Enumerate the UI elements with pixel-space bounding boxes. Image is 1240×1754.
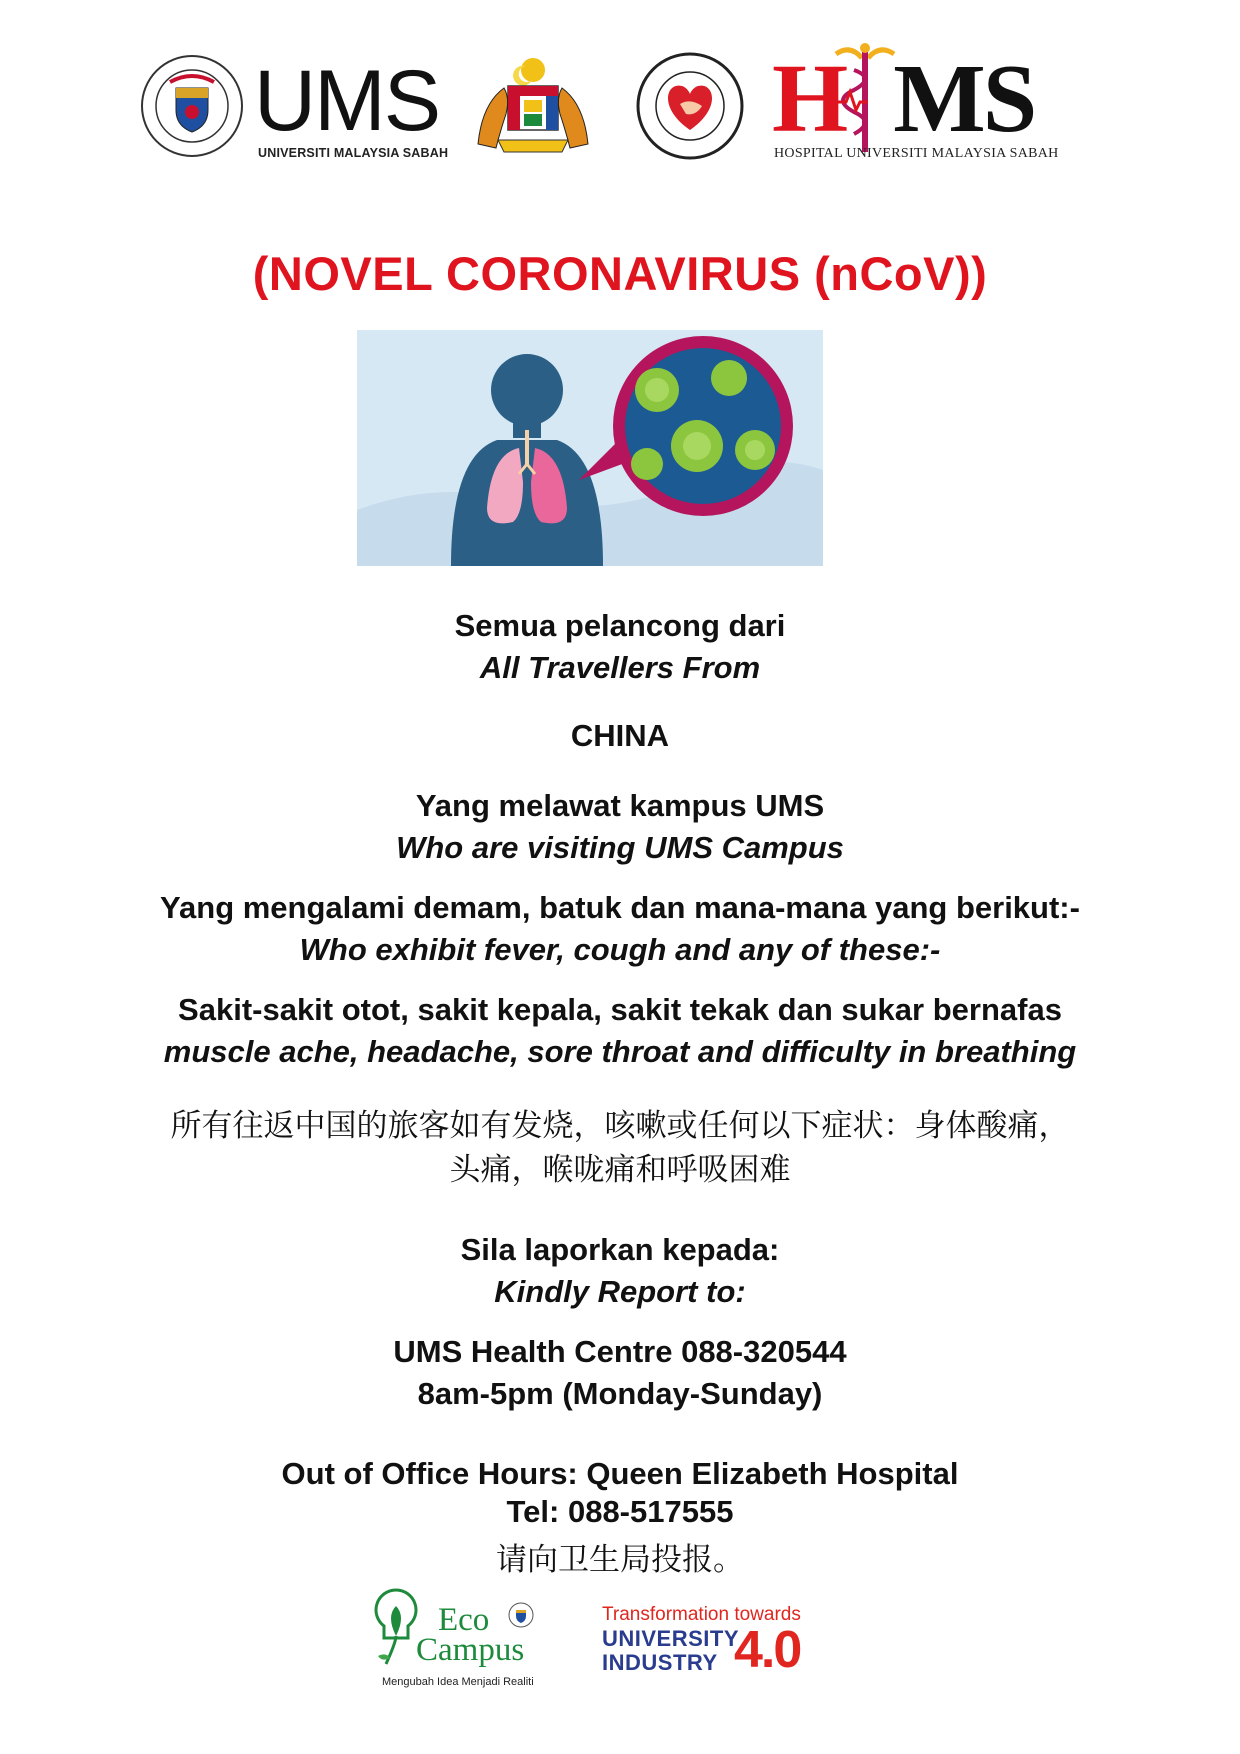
hums-subtitle: HOSPITAL UNIVERSITI MALAYSIA SABAH	[774, 146, 1059, 161]
malaysia-coat-of-arms-icon	[468, 54, 598, 164]
ums-seal-icon	[140, 54, 244, 158]
header-logos	[0, 40, 1240, 170]
visiting-ms: Yang melawat kampus UMS	[415, 788, 825, 823]
kkm-heart-badge-icon	[636, 52, 744, 160]
eco-campus-logo	[372, 1584, 572, 1694]
chinese-report: 请向卫生局投报。	[496, 1542, 744, 1578]
chinese-line-2: 头痛，喉咙痛和呼吸困难	[449, 1152, 791, 1188]
eco-tagline: Mengubah Idea Menjadi Realiti	[382, 1676, 534, 1688]
coronavirus-lungs-illustration	[357, 330, 823, 566]
transformation-industry: INDUSTRY	[602, 1650, 718, 1675]
travellers-en: All Travellers From	[479, 650, 761, 685]
transformation-top: Transformation towards	[602, 1604, 801, 1625]
symptoms-list-ms: Sakit-sakit otot, sakit kepala, sakit tekak dan sukar bernafas	[178, 992, 1062, 1027]
ums-wordmark: UMS	[254, 53, 440, 149]
report-ms: Sila laporkan kepada:	[460, 1232, 780, 1267]
country: CHINA	[570, 718, 670, 753]
ums-small-seal-icon	[508, 1602, 534, 1628]
transformation-version: 4.0	[734, 1621, 801, 1679]
eco-word-1: Eco	[438, 1602, 490, 1638]
eco-word-2: Campus	[416, 1632, 525, 1668]
transformation-university: UNIVERSITY	[602, 1626, 740, 1651]
lightbulb-leaf-icon	[372, 1586, 420, 1670]
report-en: Kindly Report to:	[494, 1274, 746, 1309]
ums-subtitle: UNIVERSITI MALAYSIA SABAH	[258, 146, 449, 160]
caduceus-icon	[830, 40, 900, 158]
visiting-en: Who are visiting UMS Campus	[396, 830, 844, 865]
travellers-ms: Semua pelancong dari	[454, 608, 786, 643]
health-centre: UMS Health Centre 088-320544	[393, 1334, 847, 1369]
page-title: (NOVEL CORONAVIRUS (nCoV))	[252, 247, 988, 300]
symptoms-list-en: muscle ache, headache, sore throat and difficulty in breathing	[163, 1034, 1077, 1069]
out-of-office: Out of Office Hours: Queen Elizabeth Hospital	[281, 1456, 959, 1491]
chinese-line-1: 所有往返中国的旅客如有发烧，咳嗽或任何以下症状：身体酸痛，	[170, 1108, 1070, 1144]
symptoms-intro-en: Who exhibit fever, cough and any of these:-	[299, 932, 941, 967]
hours: 8am-5pm (Monday-Sunday)	[417, 1376, 823, 1411]
hums-wordmark: H MS	[772, 45, 1035, 153]
tel: Tel: 088-517555	[506, 1494, 734, 1529]
symptoms-intro-ms: Yang mengalami demam, batuk dan mana-mana yang berikut:-	[160, 890, 1080, 925]
transformation-logo	[602, 1604, 842, 1684]
